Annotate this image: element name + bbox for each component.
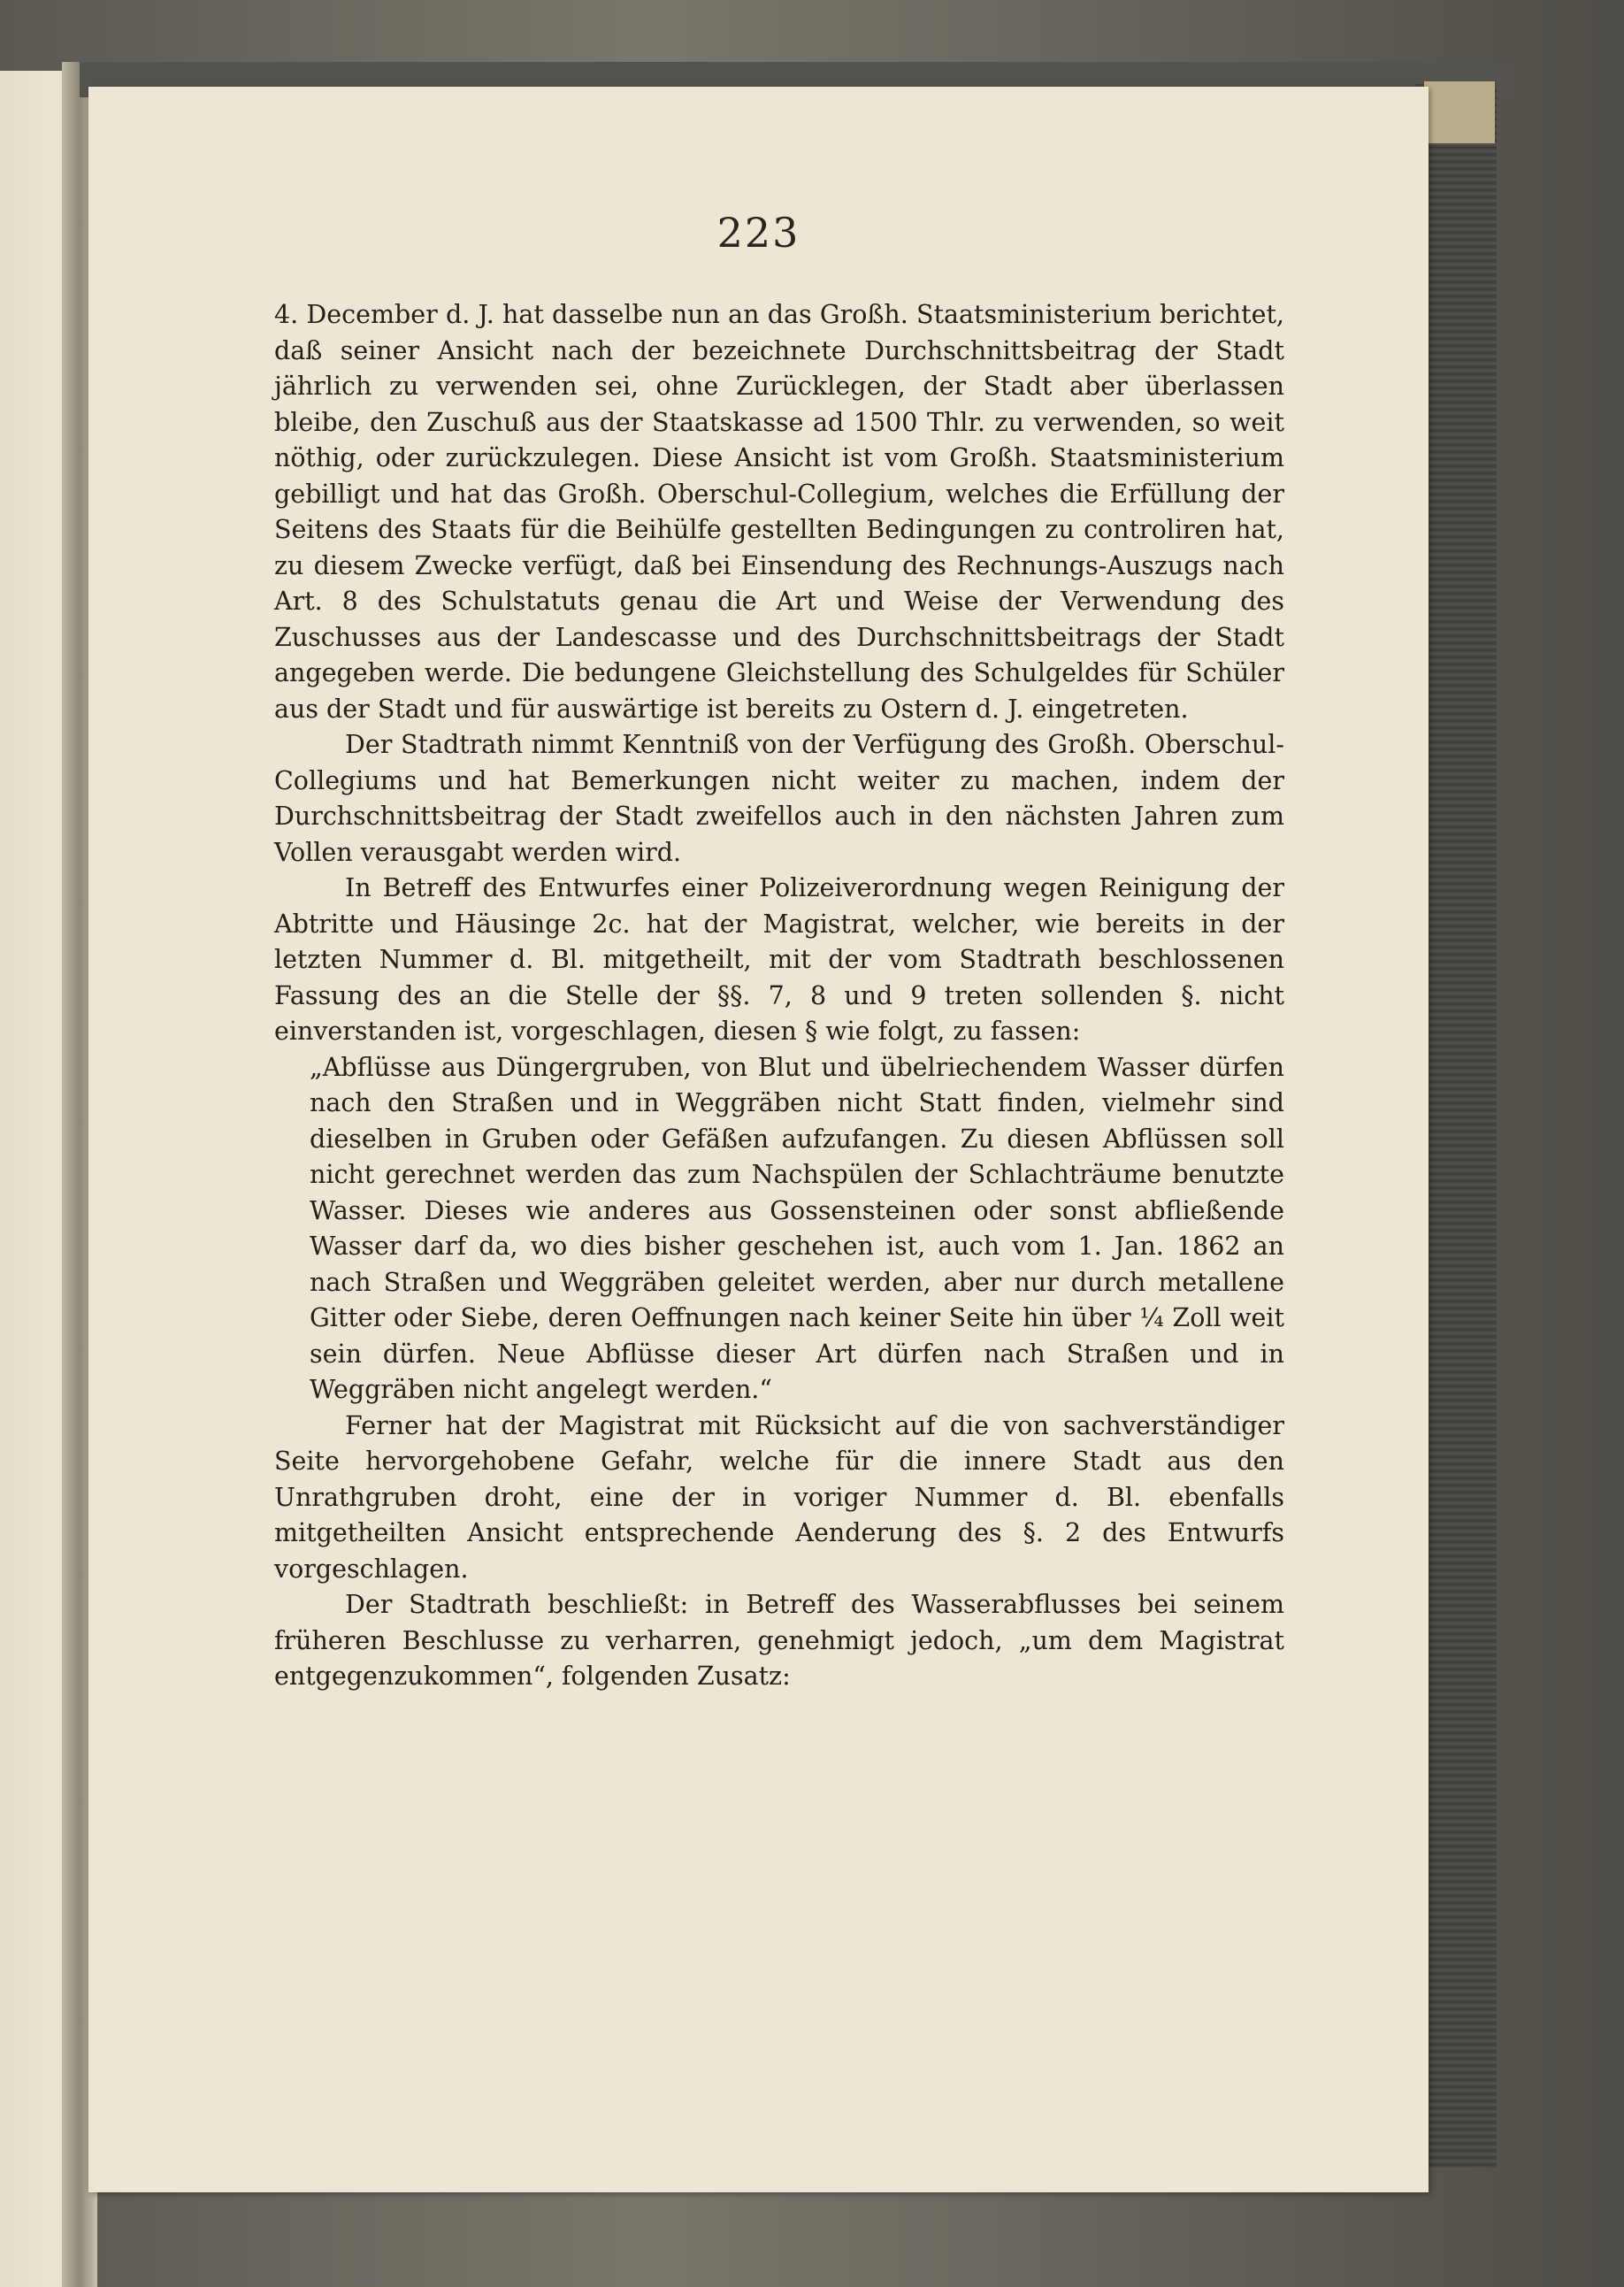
page-number: 223 [716,209,801,257]
paragraph: Der Stadtrath beschließt: in Betreff des Wasserabflusses bei seinem früheren Beschlusse zu verharren, genehmigt jedoch, „um dem Magistrat entgegenzukommen“, folgenden Zusatz: [274,1590,1284,1691]
paragraph: Der Stadtrath nimmt Kenntniß von der Verfügung des Großh. Oberschul-Collegiums und hat Bemerkungen nicht weiter zu machen, indem der Durchschnittsbeitrag der Stadt zweifellos auch in den nächsten Jahren zum Vollen verausgabt werden wird. [274,730,1284,867]
page-body [274,297,1284,1695]
paragraph: Ferner hat der Magistrat mit Rücksicht auf die von sachverständiger Seite hervorgehobene Gefahr, welche für die innere Stadt aus den Unrathgruben droht, eine der in voriger Nummer d. Bl. ebenfalls mitgetheilten Ansicht entsprechende Aenderung des §. 2 des Entwurfs vorgeschlagen. [274,1410,1284,1584]
quoted-paragraph: „Abflüsse aus Düngergruben, von Blut und übelriechendem Wasser dürfen nach den Straßen und in Weggräben nicht Statt finden, vielmehr sind dieselben in Gruben oder Gefäßen aufzufangen. Zu diesen Abflüssen soll nicht gerechnet werden das zum Nachspülen der Schlachträume benutzte Wasser. Dieses wie anderes aus Gossensteinen oder sonst abfließende Wasser darf da, wo dies bisher geschehen ist, auch vom 1. Jan. 1862 an nach Straßen und Weggräben geleitet werden, aber nur durch metallene Gitter oder Siebe, deren Oeffnungen nach keiner Seite hin über ¼ Zoll weit sein dürfen. Neue Abflüsse dieser Art dürfen nach Straßen und in Weggräben nicht angelegt werden.“ [310,1052,1284,1404]
paragraph: In Betreff des Entwurfes einer Polizeiverordnung wegen Reinigung der Abtritte und Häusinge 2c. hat der Magistrat, welcher, wie bereits in der letzten Nummer d. Bl. mitgetheilt, mit der vom Stadtrath beschlossenen Fassung des an die Stelle der §§. 7, 8 und 9 treten sollenden §. nicht einverstanden ist, vorgeschlagen, diesen § wie folgt, zu fassen: [274,873,1284,1046]
cover-corner-tag [1424,81,1495,143]
paragraph: 4. December d. J. hat dasselbe nun an das Großh. Staatsministerium berichtet, daß seiner Ansicht nach der bezeichnete Durchschnittsbeitrag der Stadt jährlich zu verwenden sei, ohne Zurücklegen, der Stadt aber überlassen bleibe, den Zuschuß aus der Staatskasse ad 1500 Thlr. zu verwenden, so weit nöthig, oder zurückzulegen. Diese Ansicht ist vom Großh. Staatsministerium gebilligt und hat das Großh. Oberschul-Collegium, welches die Erfüllung der Seitens des Staats für die Beihülfe gestellten Bedingungen zu controliren hat, zu diesem Zwecke verfügt, daß bei Einsendung des Rechnungs-Auszugs nach Art. 8 des Schulstatuts genau die Art und Weise der Verwendung des Zuschusses aus der Landescasse und des Durchschnittsbeitrags der Stadt angegeben werde. Die bedungene Gleichstellung des Schulgeldes für Schüler aus der Stadt und für auswärtige ist bereits zu Ostern d. J. eingetreten. [274,300,1284,724]
book-page [88,87,1429,2192]
